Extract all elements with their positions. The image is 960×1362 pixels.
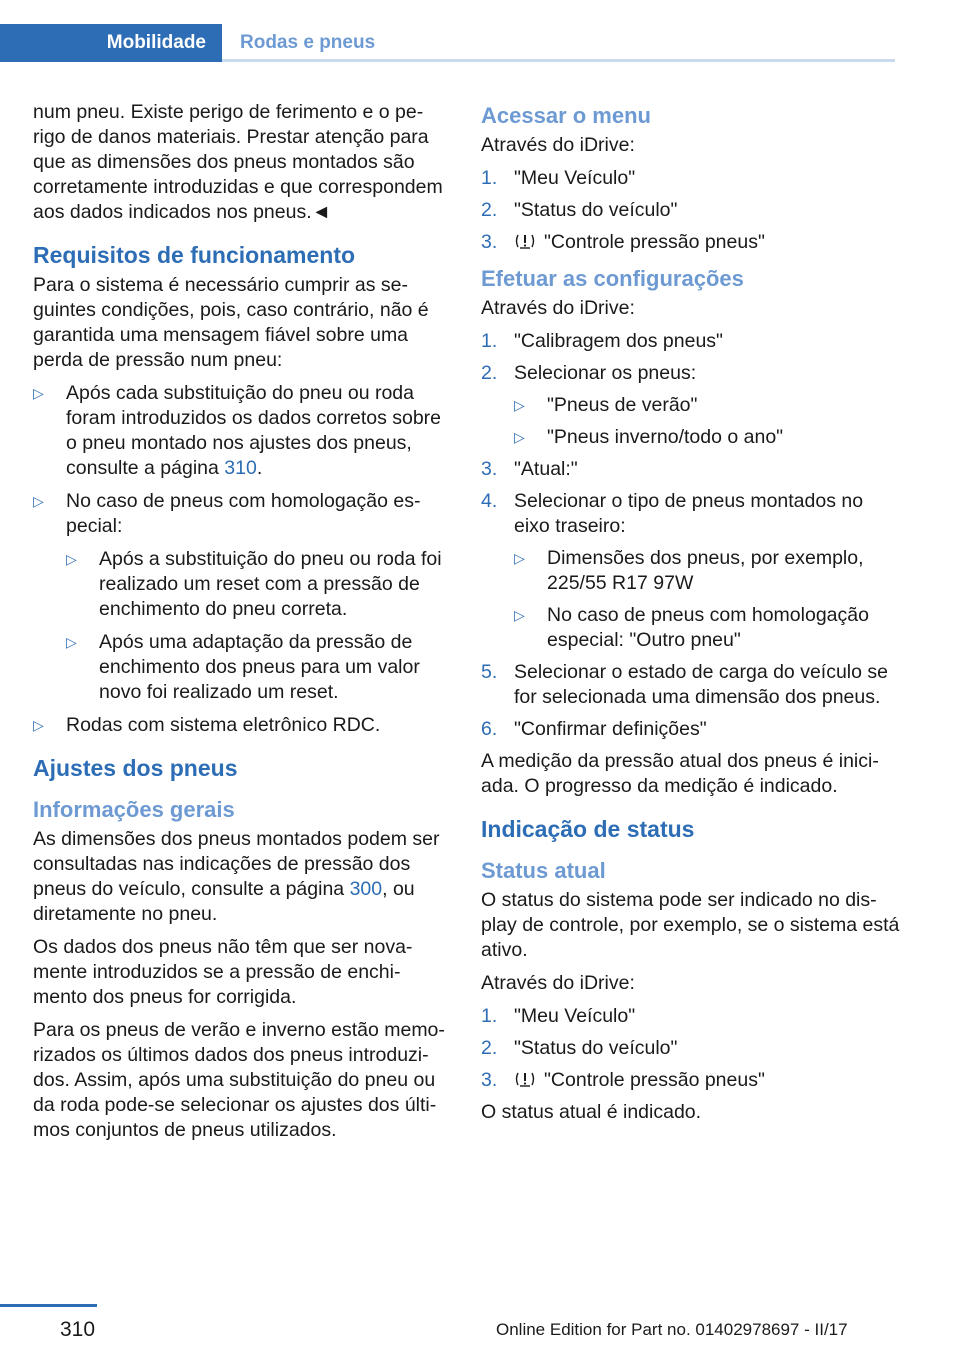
- sub-list: [514, 393, 901, 450]
- list-item: ▷ No caso de pneus com homologação especial: "Outro pneu": [514, 604, 869, 651]
- left-column: [33, 100, 447, 1151]
- triangle-right-icon: ▷: [66, 551, 77, 567]
- list-item: [33, 381, 447, 481]
- step-item: 3. "Atual:": [481, 458, 578, 480]
- list-item: ▷ "Pneus inverno/todo o ano": [514, 426, 784, 448]
- step-item: 3. "Controle pressão pneus": [481, 231, 765, 253]
- triangle-right-icon: ▷: [33, 717, 44, 733]
- list-item-text: Após cada substituição do pneu ou roda foram introduzidos os dados corretos sobre o pneu montado nos ajustes dos pneus, consulte a página 310.: [66, 382, 442, 479]
- measurement-note: A medição da pressão atual dos pneus é iniciada. O progresso da medição é indicado.: [481, 750, 879, 797]
- tab-underline: [222, 59, 895, 62]
- edition-text: Online Edition for Part no. 01402978697 - II/17: [496, 1320, 848, 1339]
- info-paragraph: Para os pneus de verão e inverno estão memorizados os últimos dados dos pneus introduzidos. Assim, após uma substituição do pneu ou da roda pode-se selecionar os ajustes dos últimos conjuntos de pneus utilizados.: [33, 1019, 445, 1141]
- triangle-right-icon: ▷: [514, 429, 525, 445]
- list-item: [33, 489, 447, 539]
- info-paragraph: Os dados dos pneus não têm que ser novamente introduzidos se a pressão de enchimento dos pneus for corrigida.: [33, 936, 413, 1008]
- menu-access-heading: Acessar o menu: [481, 103, 651, 128]
- list-item: [66, 630, 447, 705]
- list-item-text: Após a substituição do pneu ou roda foi realizado um reset com a pressão de enchimento do pneu correta.: [99, 548, 442, 620]
- list-item-text: Rodas com sistema eletrônico RDC.: [66, 714, 381, 736]
- list-item: [66, 547, 447, 622]
- step-item: 2. "Status do veículo": [481, 199, 678, 221]
- list-item-text: No caso de pneus com homologação especial:: [66, 490, 421, 537]
- step-item: 5. Selecionar o estado de carga do veículo se for selecionada uma dimensão dos pneus.: [481, 661, 888, 708]
- tire-pressure-warning-icon: [514, 1070, 536, 1088]
- triangle-right-icon: ▷: [33, 385, 44, 401]
- step-item: 2. "Status do veículo": [481, 1037, 678, 1059]
- tire-settings-heading: Ajustes dos pneus: [33, 755, 238, 781]
- right-column: [481, 100, 901, 1133]
- idrive-intro: Através do iDrive:: [481, 134, 635, 156]
- step-item: 1. "Meu Veículo": [481, 1005, 636, 1027]
- footer-rule: [0, 1304, 97, 1307]
- tab-mobilidade[interactable]: Mobilidade: [0, 24, 222, 62]
- general-info-heading: Informações gerais: [33, 797, 235, 822]
- info-paragraph: As dimensões dos pneus montados podem ser consultadas nas indicações de pressão dos pneus do veículo, consulte a página 300, ou diretamente no pneu.: [33, 828, 440, 925]
- step-item: 1. "Calibragem dos pneus": [481, 330, 723, 352]
- current-status-heading: Status atual: [481, 858, 606, 883]
- page-number: 310: [60, 1318, 96, 1341]
- tab-rodas-e-pneus[interactable]: Rodas e pneus: [240, 32, 376, 53]
- list-item: [33, 713, 447, 738]
- triangle-right-icon: ▷: [514, 607, 525, 623]
- list-item: ▷ "Pneus de verão": [514, 394, 698, 416]
- status-text: O status do sistema pode ser indicado no display de controle, por exemplo, se o sistema está ativo.: [481, 889, 900, 961]
- header-bar: [0, 0, 895, 62]
- configure-heading: Efetuar as configurações: [481, 266, 744, 291]
- sub-list: [514, 546, 901, 653]
- step-item: 1. "Meu Veículo": [481, 167, 636, 189]
- triangle-right-icon: ▷: [33, 493, 44, 509]
- triangle-right-icon: ▷: [514, 397, 525, 413]
- tire-pressure-warning-icon: [514, 232, 536, 250]
- idrive-intro: Através do iDrive:: [481, 972, 635, 994]
- step-item: 2. Selecionar os pneus:: [481, 362, 697, 384]
- list-item-text: Após uma adaptação da pressão de enchimento dos pneus para um valor novo foi realizado um reset.: [99, 631, 420, 703]
- idrive-intro: Através do iDrive:: [481, 297, 635, 319]
- triangle-right-icon: ▷: [514, 550, 525, 566]
- page-link-300[interactable]: 300: [349, 878, 383, 900]
- intro-paragraph: num pneu. Existe perigo de ferimento e o perigo de danos materiais. Prestar atenção para que as dimensões dos pneus montados são corretamente introduzidas e que correspondem aos dados indicados nos pneus.◄: [33, 101, 443, 223]
- list-item: ▷ Dimensões dos pneus, por exemplo, 225/55 R17 97W: [514, 547, 864, 594]
- requirements-heading: Requisitos de funcionamento: [33, 242, 356, 268]
- step-item: 4. Selecionar o tipo de pneus montados no eixo traseiro:: [481, 490, 864, 537]
- step-item: 6. "Confirmar definições": [481, 718, 707, 740]
- status-heading: Indicação de status: [481, 816, 695, 842]
- status-result: O status atual é indicado.: [481, 1101, 702, 1123]
- step-item: 3. "Controle pressão pneus": [481, 1069, 765, 1091]
- requirements-text: Para o sistema é necessário cumprir as seguintes condições, pois, caso contrário, não é garantida uma mensagem fiável sobre uma perda de pressão num pneu:: [33, 274, 429, 371]
- page-link-310[interactable]: 310: [224, 457, 257, 479]
- triangle-right-icon: ▷: [66, 634, 77, 650]
- sub-list: [66, 547, 447, 705]
